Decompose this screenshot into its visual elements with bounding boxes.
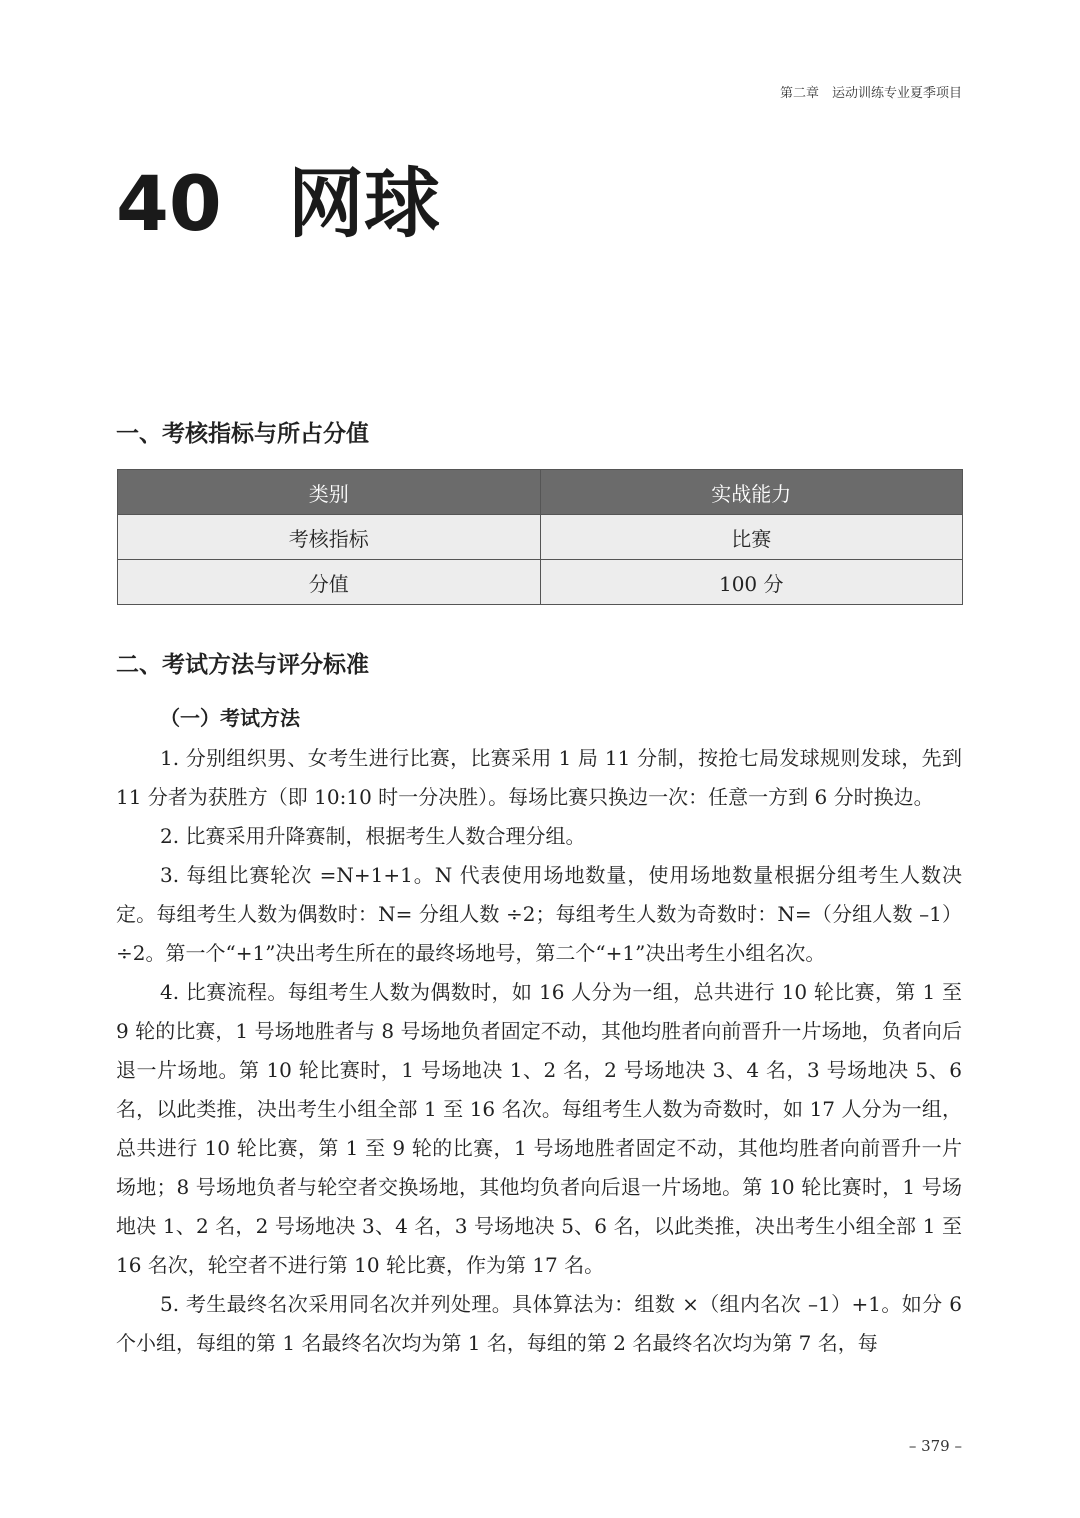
chapter-name: 网球 — [288, 159, 440, 248]
table-cell: 100 分 — [540, 560, 963, 605]
section-heading-indicators: 一、考核指标与所占分值 — [116, 420, 369, 447]
table-row — [118, 560, 963, 605]
subsection-heading: （一）考试方法 — [160, 706, 300, 730]
table-header-row — [118, 470, 963, 515]
chapter-number: 40 — [116, 159, 222, 248]
table-cell: 分值 — [118, 560, 541, 605]
score-table — [117, 469, 963, 605]
table-header-cell: 类别 — [118, 470, 541, 515]
running-header: 第二章 运动训练专业夏季项目 — [779, 86, 962, 101]
paragraph: 2. 比赛采用升降赛制，根据考生人数合理分组。 — [160, 824, 586, 848]
paragraph: 1. 分别组织男、女考生进行比赛，比赛采用 1 局 11 分制，按抢七局发球规则发球，先到 11 分者为获胜方（即 10:10 时一分决胜）。每场比赛只换边一次：任意一方到 6 分时换边。 — [116, 746, 962, 809]
paragraph: 3. 每组比赛轮次 =N+1+1。N 代表使用场地数量，使用场地数量根据分组考生人数决定。每组考生人数为偶数时：N= 分组人数 ÷2；每组考生人数为奇数时：N=（分组人数 –1）÷2。第一个“+1”决出考生所在的最终场地号，第二个“+1”决出考生小组名次。 — [116, 863, 962, 965]
paragraph: 5. 考生最终名次采用同名次并列处理。具体算法为：组数 ×（组内名次 –1）+1。如分 6 个小组，每组的第 1 名最终名次均为第 1 名，每组的第 2 名最终名次均为第 7 名，每 — [116, 1292, 962, 1355]
body-text — [116, 739, 962, 1363]
table-row — [118, 515, 963, 560]
table-cell: 考核指标 — [118, 515, 541, 560]
table-header-cell: 实战能力 — [540, 470, 963, 515]
table-cell: 比赛 — [540, 515, 963, 560]
section-heading-methods: 二、考试方法与评分标准 — [116, 651, 369, 678]
chapter-title — [116, 159, 440, 248]
page-number: – 379 – — [908, 1437, 962, 1455]
paragraph: 4. 比赛流程。每组考生人数为偶数时，如 16 人分为一组，总共进行 10 轮比赛，第 1 至 9 轮的比赛，1 号场地胜者与 8 号场地负者固定不动，其他均胜者向前晋升一片场地，负者向后退一片场地。第 10 轮比赛时，1 号场地决 1、2 名，2 号场地决 3、4 名，3 号场地决 5、6 名，以此类推，决出考生小组全部 1 至 16 名次。每组考生人数为奇数时，如 17 人分为一组，总共进行 10 轮比赛，第 1 至 9 轮的比赛，1 号场地胜者固定不动，其他均胜者向前晋升一片场地；8 号场地负者与轮空者交换场地，其他均负者向后退一片场地。第 10 轮比赛时，1 号场地决 1、2 名，2 号场地决 3、4 名，3 号场地决 5、6 名，以此类推，决出考生小组全部 1 至 16 名次，轮空者不进行第 10 轮比赛，作为第 17 名。 — [116, 980, 962, 1277]
